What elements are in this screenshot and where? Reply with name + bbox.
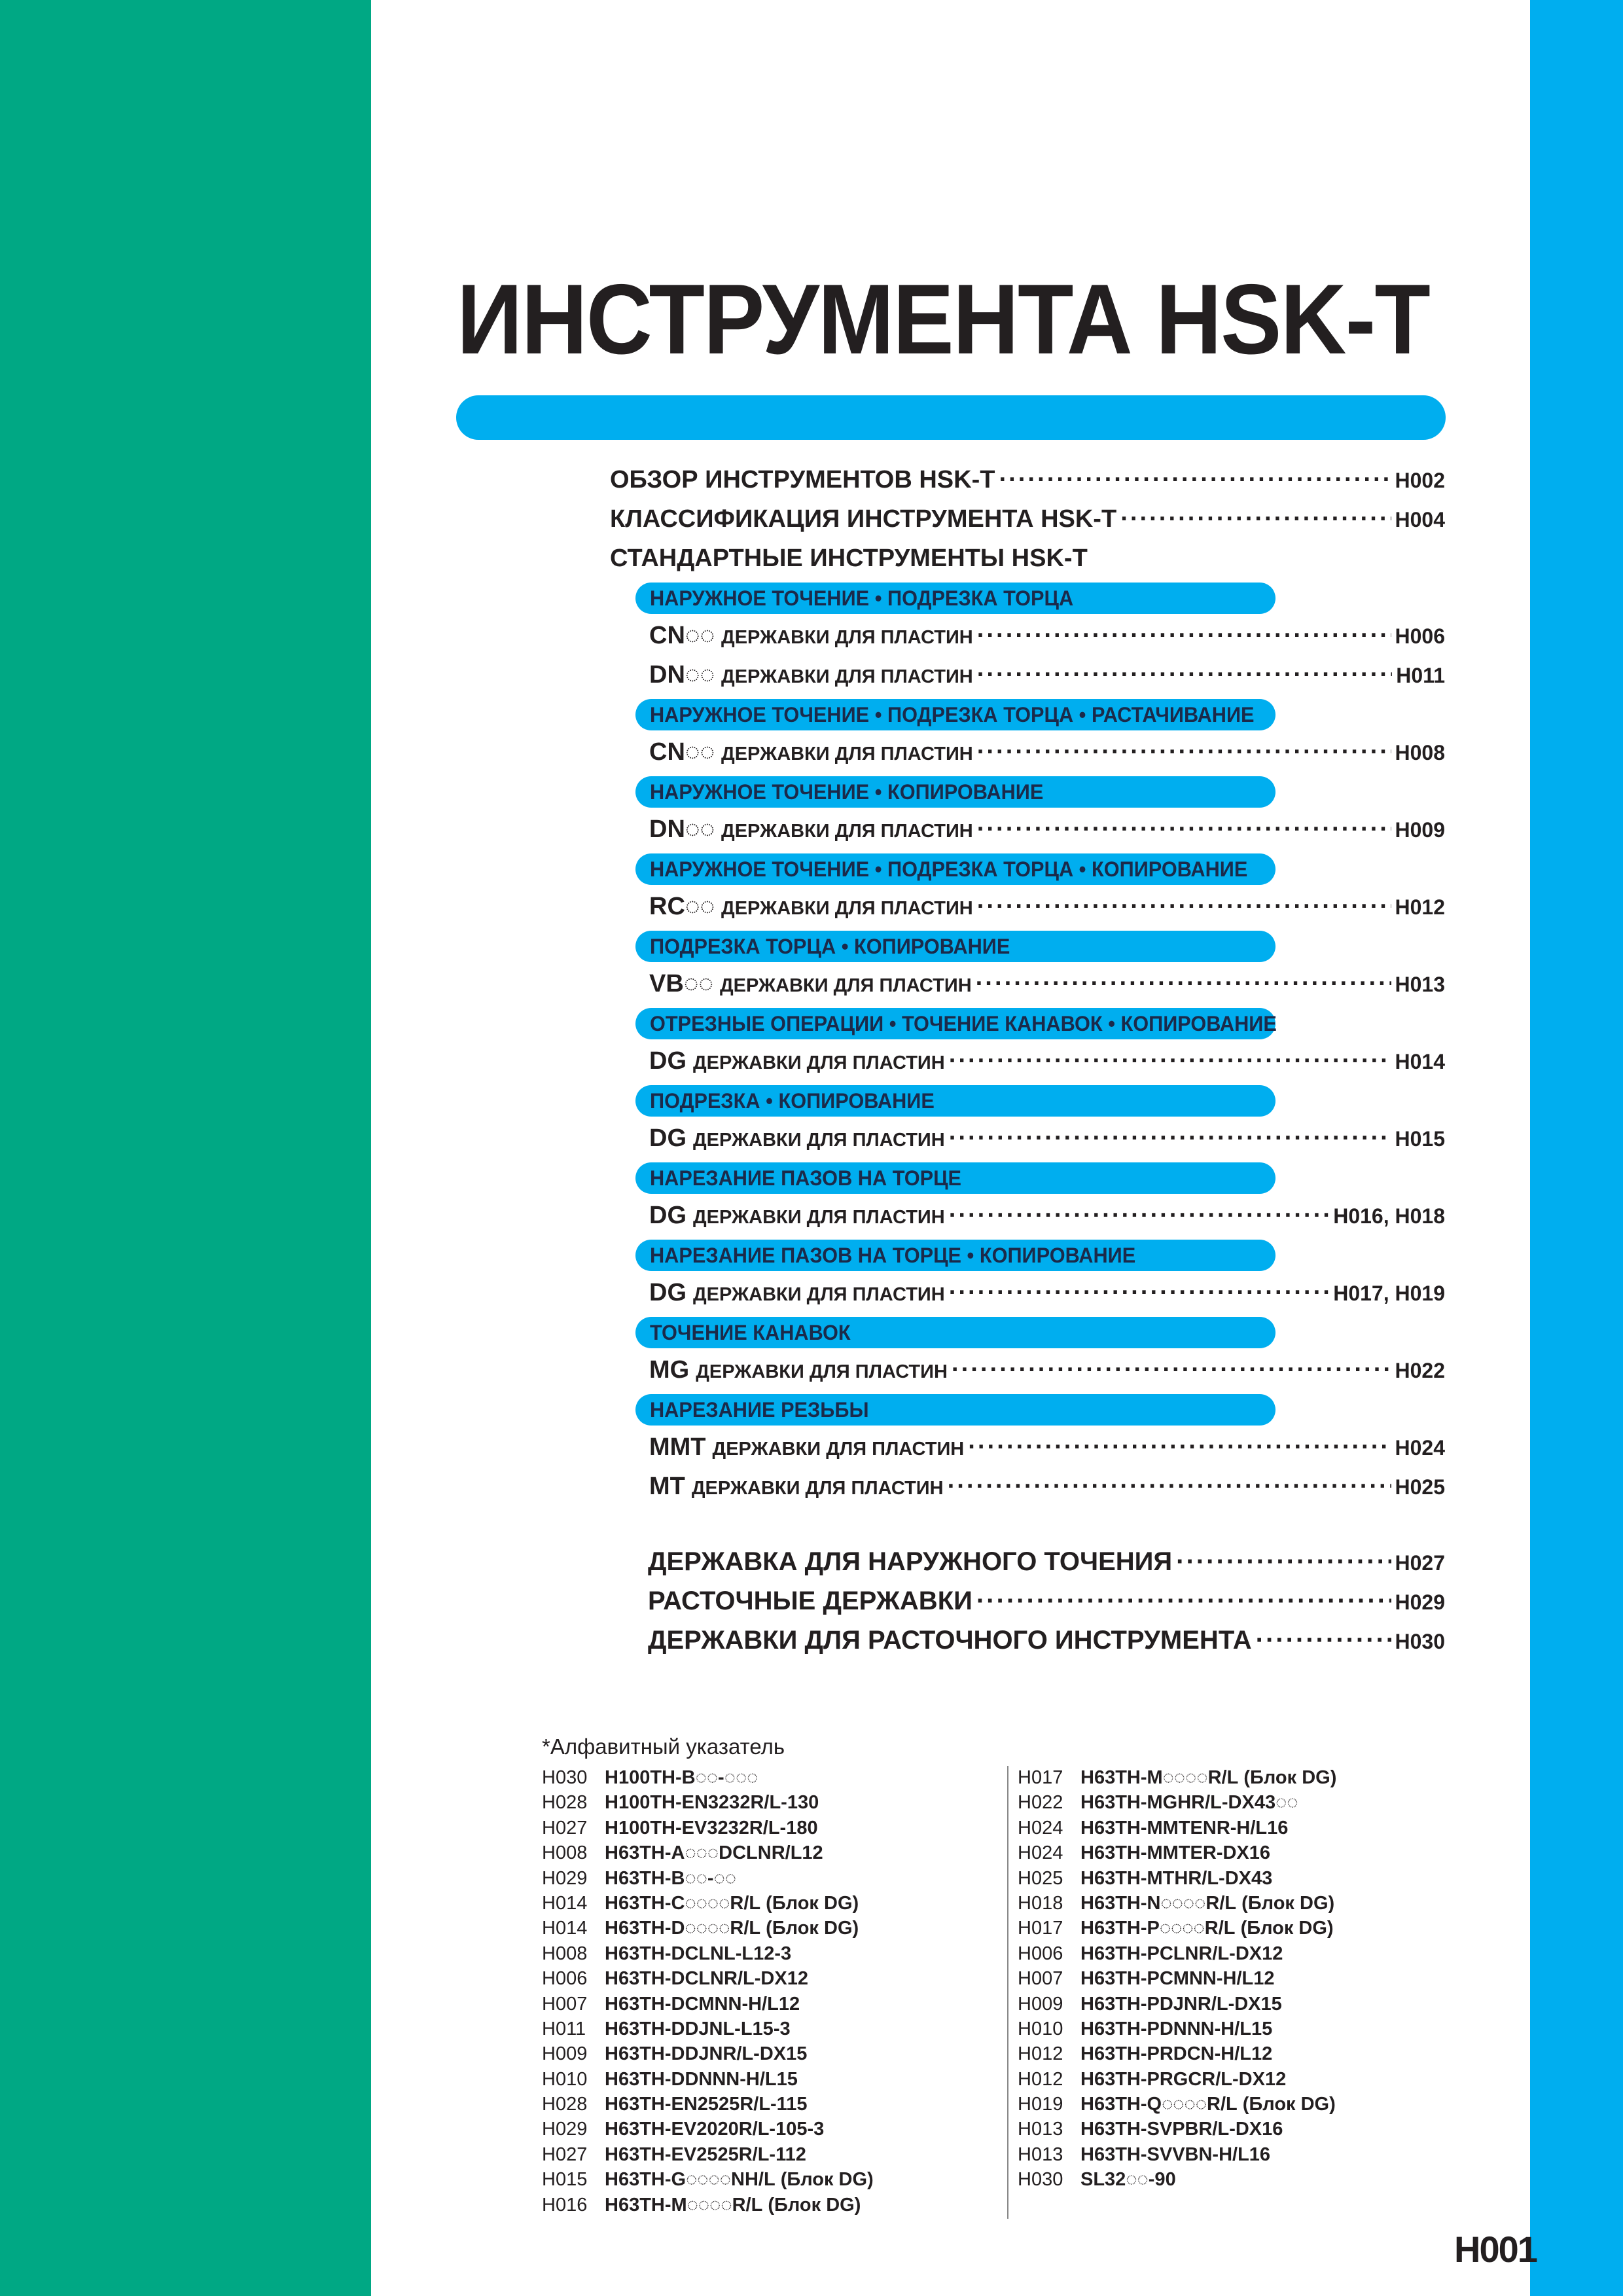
- right-color-band: [1530, 0, 1623, 2296]
- index-item-page: H029: [542, 2119, 588, 2140]
- category-bar: ТОЧЕНИЕ КАНАВОК: [635, 1317, 1275, 1348]
- category-bar: ОТРЕЗНЫЕ ОПЕРАЦИИ • ТОЧЕНИЕ КАНАВОК • КОПИРОВАНИЕ: [635, 1008, 1275, 1039]
- index-item-note: (Блок DG): [766, 1918, 859, 1939]
- index-item-page: H027: [542, 2144, 588, 2165]
- category-bar: НАРУЖНОЕ ТОЧЕНИЕ • ПОДРЕЗКА ТОРЦА • КОПИРОВАНИЕ: [635, 853, 1275, 885]
- leader-dots: [977, 622, 1391, 650]
- index-item[interactable]: [1018, 1790, 1336, 1815]
- index-item-page: H015: [542, 2169, 588, 2191]
- category-bar: НАРУЖНОЕ ТОЧЕНИЕ • ПОДРЕЗКА ТОРЦА • РАСТАЧИВАНИЕ: [635, 699, 1275, 730]
- index-item-page: H009: [542, 2043, 588, 2065]
- index-item-page: H014: [542, 1892, 588, 1914]
- index-item-note: (Блок DG): [780, 2169, 874, 2191]
- index-item-page: H018: [1018, 1892, 1063, 1914]
- index-item-page: H027: [542, 1817, 588, 1839]
- index-item-page: H013: [1018, 2144, 1063, 2165]
- holder-page: H016, H018: [1333, 1204, 1445, 1228]
- holder-suffix: ДЕРЖАВКИ ДЛЯ ПЛАСТИН: [719, 975, 972, 996]
- holder-entry[interactable]: [649, 816, 1445, 844]
- category-bar: НАРУЖНОЕ ТОЧЕНИЕ • КОПИРОВАНИЕ: [635, 776, 1275, 808]
- index-item[interactable]: [1018, 1916, 1336, 1941]
- holder-entry[interactable]: [649, 661, 1445, 689]
- index-item[interactable]: [1018, 2017, 1336, 2041]
- index-item[interactable]: [542, 1816, 874, 1840]
- toc-entry[interactable]: [610, 505, 1445, 533]
- index-item-name: H63TH-Q◌◌◌◌R/L: [1080, 2094, 1238, 2115]
- index-column-right: [1018, 1765, 1336, 2193]
- toc-entry-page: H029: [1395, 1590, 1445, 1614]
- holder-suffix: ДЕРЖАВКИ ДЛЯ ПЛАСТИН: [691, 1478, 944, 1499]
- leader-dots: [977, 816, 1391, 844]
- index-item[interactable]: [1018, 1966, 1336, 1991]
- index-item-name: H63TH-DDJNR/L-DX15: [605, 2043, 808, 2065]
- index-item-page: H008: [542, 1943, 588, 1964]
- index-item-page: H006: [1018, 1943, 1063, 1964]
- index-item[interactable]: [1018, 2067, 1336, 2092]
- holder-entry[interactable]: [649, 622, 1445, 650]
- holder-page: H013: [1395, 973, 1445, 996]
- index-item-name: H63TH-EV2525R/L-112: [605, 2144, 806, 2165]
- index-divider: [1007, 1766, 1008, 2219]
- leader-dots: [948, 1473, 1391, 1501]
- index-item-name: H63TH-PCMNN-H/L12: [1080, 1968, 1275, 1990]
- index-item-page: H008: [542, 1842, 588, 1864]
- holder-page: H012: [1395, 895, 1445, 919]
- category-bar: НАРУЖНОЕ ТОЧЕНИЕ • ПОДРЕЗКА ТОРЦА: [635, 583, 1275, 614]
- holder-page: H006: [1395, 624, 1445, 648]
- toc-entry-page: H002: [1395, 469, 1445, 492]
- holder-entry[interactable]: [649, 1279, 1445, 1307]
- holder-code: CN◌◌: [649, 738, 715, 766]
- index-item-name: H63TH-EN2525R/L-115: [605, 2094, 808, 2115]
- index-item-note: (Блок DG): [766, 1892, 859, 1914]
- toc-section-heading[interactable]: [610, 545, 1445, 573]
- holder-suffix: ДЕРЖАВКИ ДЛЯ ПЛАСТИН: [693, 1130, 945, 1151]
- index-item-name: H63TH-PCLNR/L-DX12: [1080, 1943, 1283, 1964]
- index-item-page: H010: [1018, 2018, 1063, 2039]
- index-item-name: H63TH-SVVBN-H/L16: [1080, 2144, 1271, 2165]
- category-bar: ПОДРЕЗКА • КОПИРОВАНИЕ: [635, 1085, 1275, 1117]
- index-item-note: (Блок DG): [1243, 1767, 1337, 1788]
- index-item-name: H63TH-G◌◌◌◌NH/L: [605, 2169, 776, 2191]
- holder-entry[interactable]: [649, 1124, 1445, 1153]
- index-item[interactable]: [542, 2167, 874, 2192]
- holder-code: DG: [649, 1047, 687, 1075]
- category-bar: НАРЕЗАНИЕ РЕЗЬБЫ: [635, 1394, 1275, 1426]
- toc-entry-label: РАСТОЧНЫЕ ДЕРЖАВКИ: [648, 1587, 972, 1615]
- holder-code: CN◌◌: [649, 622, 715, 649]
- holder-suffix: ДЕРЖАВКИ ДЛЯ ПЛАСТИН: [693, 1207, 945, 1228]
- index-item-name: H63TH-DDNNN-H/L15: [605, 2068, 798, 2090]
- leader-dots: [1120, 505, 1391, 533]
- toc-entry-label: ОБЗОР ИНСТРУМЕНТОВ HSK-T: [610, 466, 995, 493]
- holder-page: H011: [1396, 664, 1445, 687]
- index-item-name: H63TH-M◌◌◌◌R/L: [605, 2194, 763, 2215]
- index-item-page: H028: [542, 2094, 588, 2115]
- index-item-note: (Блок DG): [1240, 1918, 1334, 1939]
- index-item-name: H100TH-EV3232R/L-180: [605, 1817, 818, 1839]
- category-bar: ПОДРЕЗКА ТОРЦА • КОПИРОВАНИЕ: [635, 931, 1275, 962]
- index-item-name: H63TH-DCLNR/L-DX12: [605, 1968, 808, 1990]
- index-item-name: SL32◌◌-90: [1080, 2169, 1176, 2191]
- holder-entry[interactable]: [649, 1202, 1445, 1230]
- holder-entry[interactable]: [649, 1356, 1445, 1384]
- index-item[interactable]: [542, 1790, 874, 1815]
- holder-suffix: ДЕРЖАВКИ ДЛЯ ПЛАСТИН: [696, 1361, 948, 1382]
- holder-suffix: ДЕРЖАВКИ ДЛЯ ПЛАСТИН: [721, 898, 973, 919]
- leader-dots: [977, 738, 1391, 766]
- holder-entry[interactable]: [649, 1473, 1445, 1501]
- holder-page: H008: [1395, 741, 1445, 764]
- toc-entry[interactable]: [648, 1547, 1445, 1577]
- holder-code: MMT: [649, 1433, 706, 1461]
- index-item-name: H63TH-DCMNN-H/L12: [605, 1993, 800, 2015]
- leader-dots: [977, 661, 1393, 689]
- index-item-name: H63TH-MGHR/L-DX43◌◌: [1080, 1792, 1298, 1814]
- index-item[interactable]: [1018, 1816, 1336, 1840]
- holder-suffix: ДЕРЖАВКИ ДЛЯ ПЛАСТИН: [721, 666, 973, 687]
- holder-page: H024: [1395, 1436, 1445, 1460]
- index-item-name: H63TH-SVPBR/L-DX16: [1080, 2119, 1283, 2140]
- index-item[interactable]: [1018, 2092, 1336, 2117]
- holder-entry[interactable]: [649, 893, 1445, 921]
- index-item-page: H022: [1018, 1792, 1063, 1814]
- index-item-page: H025: [1018, 1867, 1063, 1889]
- index-item-name: H63TH-P◌◌◌◌R/L: [1080, 1918, 1236, 1939]
- holder-page: H017, H019: [1333, 1282, 1445, 1305]
- index-item[interactable]: [1018, 2142, 1336, 2167]
- index-item-page: H017: [1018, 1918, 1063, 1939]
- index-item[interactable]: [1018, 2041, 1336, 2066]
- toc-entry-label: ДЕРЖАВКА ДЛЯ НАРУЖНОГО ТОЧЕНИЯ: [648, 1547, 1173, 1576]
- index-item-name: H63TH-MTHR/L-DX43: [1080, 1867, 1273, 1889]
- index-item-note: (Блок DG): [1242, 2094, 1336, 2115]
- holder-suffix: ДЕРЖАВКИ ДЛЯ ПЛАСТИН: [693, 1052, 945, 1073]
- index-item-name: H63TH-N◌◌◌◌R/L: [1080, 1892, 1237, 1914]
- index-item[interactable]: [542, 1941, 874, 1966]
- index-item[interactable]: [542, 2193, 874, 2217]
- toc-entry-page: H027: [1395, 1551, 1445, 1575]
- leader-dots: [977, 893, 1391, 921]
- index-item-page: H009: [1018, 1993, 1063, 2015]
- index-item[interactable]: [1018, 1866, 1336, 1891]
- index-item[interactable]: [1018, 1941, 1336, 1966]
- leader-dots: [949, 1047, 1391, 1075]
- holder-code: RC◌◌: [649, 893, 715, 920]
- index-item-name: H63TH-PRGCR/L-DX12: [1080, 2068, 1287, 2090]
- index-item-name: H63TH-PDNNN-H/L15: [1080, 2018, 1273, 2039]
- index-item-name: H63TH-EV2020R/L-105-3: [605, 2119, 825, 2140]
- holder-entry[interactable]: [649, 738, 1445, 766]
- index-item[interactable]: [542, 2117, 874, 2142]
- index-item-page: H012: [1018, 2043, 1063, 2065]
- toc-entry-page: H004: [1395, 508, 1445, 531]
- leader-dots: [1176, 1547, 1391, 1577]
- index-item-page: H024: [1018, 1842, 1063, 1864]
- index-item[interactable]: [542, 1916, 874, 1941]
- index-item-page: H019: [1018, 2094, 1063, 2115]
- index-item[interactable]: [542, 2041, 874, 2066]
- page-title: ИНСТРУМЕНТА HSK-T: [457, 264, 1430, 375]
- holder-code: MT: [649, 1473, 685, 1500]
- category-bar: НАРЕЗАНИЕ ПАЗОВ НА ТОРЦЕ • КОПИРОВАНИЕ: [635, 1240, 1275, 1271]
- index-item-name: H100TH-EN3232R/L-130: [605, 1792, 819, 1814]
- index-item-page: H014: [542, 1918, 588, 1939]
- index-item-name: H63TH-C◌◌◌◌R/L: [605, 1892, 761, 1914]
- holder-code: DN◌◌: [649, 661, 715, 689]
- holder-page: H009: [1395, 818, 1445, 842]
- holder-page: H022: [1395, 1359, 1445, 1382]
- index-item-page: H030: [542, 1767, 588, 1788]
- index-column-left: [542, 1765, 874, 2217]
- index-item[interactable]: [542, 2142, 874, 2167]
- index-item-name: H63TH-B◌◌-◌◌: [605, 1867, 737, 1889]
- index-item[interactable]: [1018, 1765, 1336, 1790]
- holder-code: DG: [649, 1202, 687, 1229]
- index-item-page: H024: [1018, 1817, 1063, 1839]
- index-item[interactable]: [542, 1992, 874, 2017]
- index-item[interactable]: [1018, 2117, 1336, 2142]
- holder-page: H025: [1395, 1475, 1445, 1499]
- index-item-page: H011: [542, 2018, 586, 2039]
- index-item-name: H63TH-M◌◌◌◌R/L: [1080, 1767, 1239, 1788]
- left-color-band: [0, 0, 371, 2296]
- leader-dots: [949, 1279, 1330, 1307]
- index-item-page: H007: [1018, 1968, 1063, 1990]
- index-item-name: H63TH-D◌◌◌◌R/L: [605, 1918, 761, 1939]
- index-item-page: H030: [1018, 2169, 1063, 2191]
- index-item-name: H63TH-MMTENR-H/L16: [1080, 1817, 1289, 1839]
- holder-entry[interactable]: [649, 970, 1445, 998]
- holder-code: DG: [649, 1124, 687, 1152]
- index-item-name: H63TH-PDJNR/L-DX15: [1080, 1993, 1282, 2015]
- holder-code: DN◌◌: [649, 816, 715, 843]
- leader-dots: [949, 1124, 1391, 1153]
- index-item-note: (Блок DG): [1241, 1892, 1335, 1914]
- leader-dots: [999, 466, 1391, 494]
- holder-suffix: ДЕРЖАВКИ ДЛЯ ПЛАСТИН: [721, 744, 973, 764]
- index-item-page: H028: [542, 1792, 588, 1814]
- leader-dots: [949, 1202, 1330, 1230]
- holder-code: VB◌◌: [649, 970, 713, 997]
- toc-entry-label: СТАНДАРТНЫЕ ИНСТРУМЕНТЫ HSK-T: [610, 545, 1088, 572]
- index-item[interactable]: [1018, 1992, 1336, 2017]
- leader-dots: [976, 970, 1391, 998]
- holder-code: MG: [649, 1356, 690, 1384]
- holder-entry[interactable]: [649, 1433, 1445, 1462]
- index-item-name: H63TH-DDJNL-L15-3: [605, 2018, 791, 2039]
- category-bar: НАРЕЗАНИЕ ПАЗОВ НА ТОРЦЕ: [635, 1162, 1275, 1194]
- leader-dots: [1256, 1626, 1391, 1655]
- index-item-name: H63TH-PRDCN-H/L12: [1080, 2043, 1273, 2065]
- index-item-name: H63TH-MMTER-DX16: [1080, 1842, 1271, 1864]
- index-item-page: H029: [542, 1867, 588, 1889]
- index-item[interactable]: [542, 1866, 874, 1891]
- index-item[interactable]: [542, 2067, 874, 2092]
- index-item-name: H100TH-B◌◌-◌◌◌: [605, 1767, 758, 1788]
- index-item[interactable]: [542, 2017, 874, 2041]
- index-item-page: H012: [1018, 2068, 1063, 2090]
- index-item-page: H007: [542, 1993, 588, 2015]
- leader-dots: [968, 1433, 1391, 1462]
- toc-entry[interactable]: [648, 1626, 1445, 1655]
- index-item-page: H010: [542, 2068, 588, 2090]
- leader-dots: [952, 1356, 1391, 1384]
- holder-suffix: ДЕРЖАВКИ ДЛЯ ПЛАСТИН: [721, 627, 973, 648]
- title-underline-bar: [456, 395, 1446, 440]
- index-item-name: H63TH-DCLNL-L12-3: [605, 1943, 792, 1964]
- index-item[interactable]: [1018, 1840, 1336, 1865]
- index-item[interactable]: [1018, 2167, 1336, 2192]
- toc-entry-label: ДЕРЖАВКИ ДЛЯ РАСТОЧНОГО ИНСТРУМЕНТА: [648, 1626, 1252, 1655]
- index-item[interactable]: [542, 2092, 874, 2117]
- index-heading: *Алфавитный указатель: [542, 1734, 785, 1759]
- index-item-page: H013: [1018, 2119, 1063, 2140]
- holder-suffix: ДЕРЖАВКИ ДЛЯ ПЛАСТИН: [712, 1439, 965, 1460]
- index-item[interactable]: [542, 1840, 874, 1865]
- holder-page: H014: [1395, 1050, 1445, 1073]
- index-item-name: H63TH-A◌◌◌DCLNR/L12: [605, 1842, 823, 1864]
- holder-suffix: ДЕРЖАВКИ ДЛЯ ПЛАСТИН: [693, 1284, 945, 1305]
- toc-entry[interactable]: [648, 1587, 1445, 1616]
- holder-page: H015: [1395, 1127, 1445, 1151]
- index-item-page: H006: [542, 1968, 588, 1990]
- toc-entry-page: H030: [1395, 1630, 1445, 1653]
- index-item[interactable]: [542, 1765, 874, 1790]
- toc-entry[interactable]: [610, 466, 1445, 494]
- index-item[interactable]: [542, 1966, 874, 1991]
- index-item-page: H017: [1018, 1767, 1063, 1788]
- holder-suffix: ДЕРЖАВКИ ДЛЯ ПЛАСТИН: [721, 821, 973, 842]
- holder-entry[interactable]: [649, 1047, 1445, 1075]
- page-number: H001: [1454, 2229, 1537, 2270]
- index-item-note: (Блок DG): [768, 2194, 861, 2215]
- index-item-page: H016: [542, 2194, 588, 2215]
- holder-code: DG: [649, 1279, 687, 1306]
- index-item[interactable]: [1018, 1891, 1336, 1916]
- index-item[interactable]: [542, 1891, 874, 1916]
- toc-entry-label: КЛАССИФИКАЦИЯ ИНСТРУМЕНТА HSK-T: [610, 505, 1117, 533]
- leader-dots: [976, 1587, 1391, 1616]
